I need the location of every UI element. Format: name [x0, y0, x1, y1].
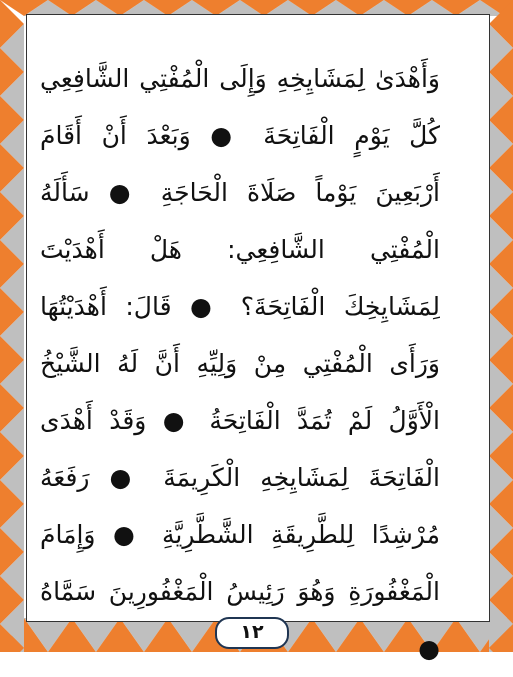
text-line: الْمَغْفُورَةِ وَهُوَ رَئِيسُ الْمَغْفُورِينَ سَمَّاهُ	[40, 577, 440, 606]
text-line: مُرْشِدًا لِلطَّرِيقَةِ الشَّطَّرِيَّةِ ● وَإِمَامَ	[40, 520, 440, 549]
text-line: الْفَاتِحَةَ لِمَشَايِخِهِ الْكَرِيمَةَ ● رَفَعَهُ	[40, 463, 440, 492]
text-line: أَرْبَعِينَ يَوْماً صَلَاةَ الْحَاجَةِ ● سَأَلَهُ	[40, 178, 440, 207]
text-line: وَأَهْدَىٰ لِمَشَايِخِهِ وَإِلَى الْمُفْتِي الشَّافِعِي	[40, 64, 440, 93]
text-line: لِمَشَايِخِكَ الْفَاتِحَةَ؟ ● قَالَ: أَهْدَيْتُهَا	[40, 292, 440, 321]
text-line: كُلَّ يَوْمٍ الْفَاتِحَةَ ● وَبَعْدَ أَنْ أَقَامَ	[40, 121, 440, 150]
end-bullet: ●	[418, 634, 440, 663]
text-block	[40, 50, 440, 677]
text-line: الْمُفْتِي الشَّافِعِي: هَلْ أَهْدَيْتَ	[40, 235, 440, 264]
text-line: وَرَأَى الْمُفْتِي مِنْ وَلِيِّهِ أَنَّ لَهُ الشَّيْخُ	[40, 349, 440, 378]
text-line: الْأَوَّلُ لَمْ تُمَدَّ الْفَاتِحَةُ ● وَقَدْ أَهْدَى	[40, 406, 440, 435]
page-number: ١٢	[215, 617, 289, 649]
